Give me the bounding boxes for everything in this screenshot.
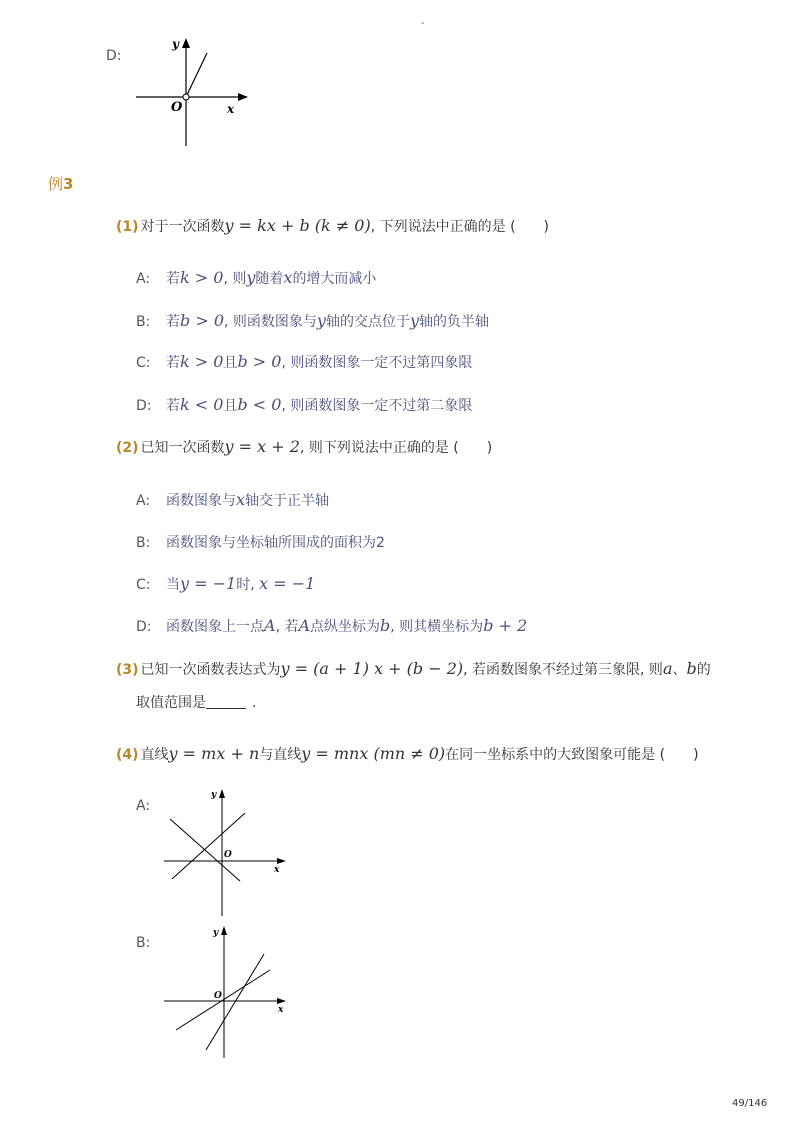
- question-4: (4) 直线y = mx + n与直线y = mnx (mn ≠ 0)在同一坐标系中的大致图象可能是 ( ): [116, 744, 699, 763]
- page-header-mark: -: [421, 18, 425, 29]
- q2-option-b[interactable]: B: 函数图象与坐标轴所围成的面积为2: [136, 535, 385, 551]
- option-d-label: D:: [106, 48, 122, 64]
- function-line: [186, 53, 207, 97]
- y-axis-arrow-icon: [219, 789, 225, 798]
- x-axis-label: x: [227, 102, 235, 116]
- q4-figure-a: [160, 785, 290, 920]
- y-axis-label: y: [211, 790, 217, 800]
- q4-figure-b: [160, 922, 295, 1062]
- q4-option-a-label[interactable]: A:: [136, 798, 151, 814]
- page-number: 49/146: [732, 1098, 768, 1109]
- answer-blank[interactable]: [206, 694, 246, 709]
- origin-label: O: [171, 100, 183, 115]
- y-axis-label: y: [172, 37, 179, 51]
- q1-option-d[interactable]: D: 若k < 0且b < 0, 则函数图象一定不过第二象限: [136, 395, 473, 414]
- line-2: [206, 954, 264, 1050]
- q2-option-d[interactable]: D: 函数图象上一点A, 若A点纵坐标为b, 则其横坐标为b + 2: [136, 616, 528, 635]
- figure-d-graph: [130, 30, 255, 150]
- origin-label: O: [214, 991, 222, 1001]
- q1-option-a[interactable]: A: 若k > 0, 则y随着x的增大而减小: [136, 268, 377, 287]
- q1-option-b[interactable]: B: 若b > 0, 则函数图象与y轴的交点位于y轴的负半轴: [136, 311, 489, 330]
- y-axis-arrow-icon: [182, 38, 190, 48]
- origin-label: O: [224, 850, 232, 860]
- question-3: (3) 已知一次函数表达式为y = (a + 1) x + (b − 2), 若函数图象不经过第三象限, 则a、b的: [116, 659, 711, 678]
- q2-option-c[interactable]: C: 当y = −1时, x = −1: [136, 574, 316, 593]
- x-axis-arrow-icon: [277, 998, 286, 1004]
- y-axis-label: y: [213, 928, 219, 938]
- x-axis-label: x: [274, 865, 280, 875]
- q4-option-b-label[interactable]: B:: [136, 935, 151, 951]
- question-1: (1) 对于一次函数y = kx + b (k ≠ 0), 下列说法中正确的是 ( ): [116, 216, 550, 235]
- example-title: 例3: [48, 175, 74, 193]
- question-3-line-2: 取值范围是 .: [136, 695, 257, 711]
- q1-option-c[interactable]: C: 若k > 0且b > 0, 则函数图象一定不过第四象限: [136, 352, 473, 371]
- line-1: [172, 813, 245, 879]
- x-axis-label: x: [278, 1005, 284, 1015]
- origin-open-circle: [183, 94, 189, 100]
- question-2: (2) 已知一次函数y = x + 2, 则下列说法中正确的是 ( ): [116, 437, 493, 456]
- x-axis-arrow-icon: [277, 858, 286, 864]
- y-axis-arrow-icon: [221, 926, 227, 935]
- q2-option-a[interactable]: A: 函数图象与x轴交于正半轴: [136, 490, 330, 509]
- x-axis-arrow-icon: [238, 93, 248, 101]
